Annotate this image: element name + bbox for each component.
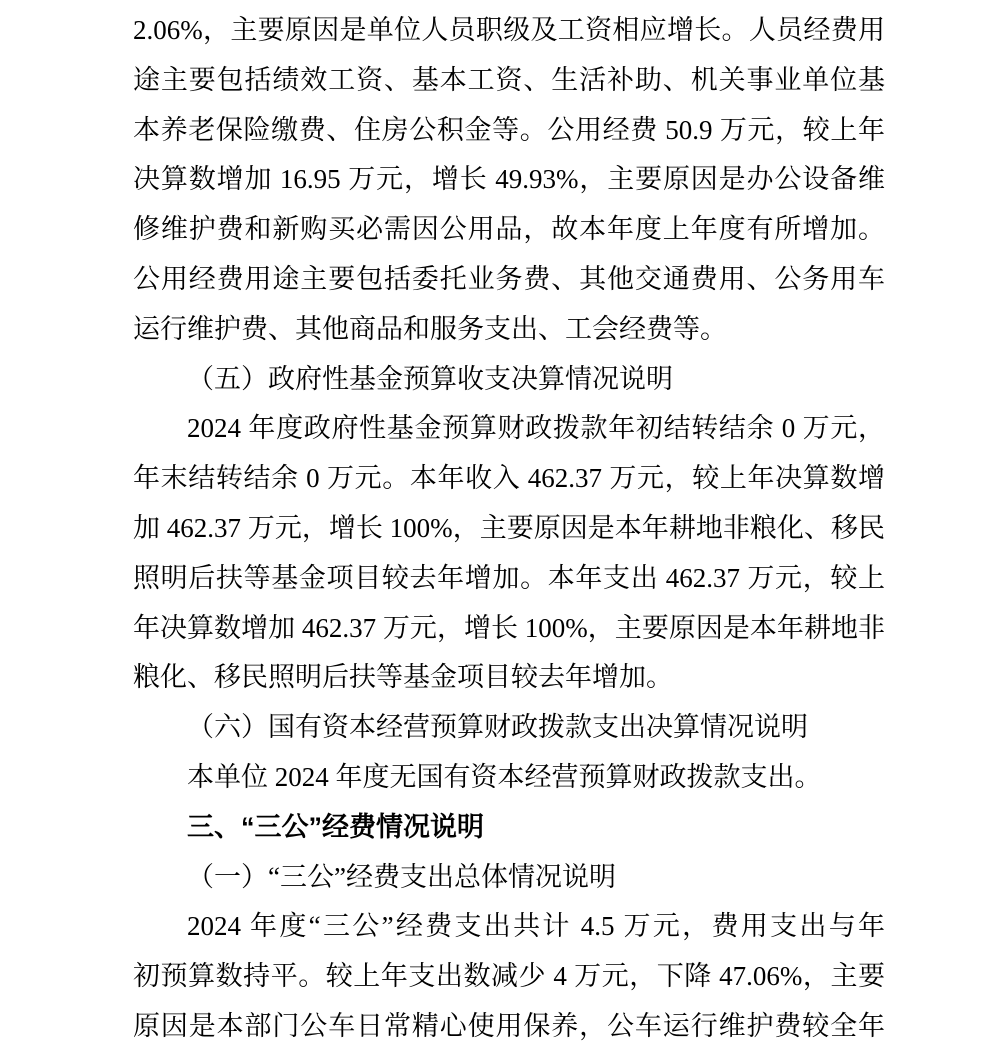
paragraph-line: 2024 年度“三公”经费支出共计 4.5 万元，费用支出与年	[187, 911, 885, 942]
paragraph-line: 途主要包括绩效工资、基本工资、生活补助、机关事业单位基	[133, 64, 885, 95]
paragraph-line: 本养老保险缴费、住房公积金等。公用经费 50.9 万元，较上年	[133, 114, 885, 145]
paragraph-line: 年末结转结余 0 万元。本年收入 462.37 万元，较上年决算数增	[133, 463, 885, 494]
paragraph-line: 2024 年度政府性基金预算财政拨款年初结转结余 0 万元，	[187, 413, 885, 444]
section-5-heading: （五）政府性基金预算收支决算情况说明	[187, 363, 673, 394]
paragraph-line: 年决算数增加 462.37 万元，增长 100%，主要原因是本年耕地非	[133, 612, 885, 643]
paragraph-line: 运行维护费、其他商品和服务支出、工会经费等。	[133, 313, 727, 344]
paragraph-line: 公用经费用途主要包括委托业务费、其他交通费用、公务用车	[133, 263, 885, 294]
paragraph-line: 决算数增加 16.95 万元，增长 49.93%，主要原因是办公设备维	[133, 164, 885, 195]
paragraph-line: 初预算数持平。较上年支出数减少 4 万元，下降 47.06%，主要	[133, 961, 885, 992]
paragraph-line: 加 462.37 万元，增长 100%，主要原因是本年耕地非粮化、移民	[133, 512, 885, 543]
paragraph-line: 本单位 2024 年度无国有资本经营预算财政拨款支出。	[187, 761, 822, 792]
section-6-heading: （六）国有资本经营预算财政拨款支出决算情况说明	[187, 712, 808, 743]
subsection-1-heading: （一）“三公”经费支出总体情况说明	[187, 861, 616, 892]
paragraph-line: 照明后扶等基金项目较去年增加。本年支出 462.37 万元，较上	[133, 562, 885, 593]
paragraph-line: 粮化、移民照明后扶等基金项目较去年增加。	[133, 662, 673, 693]
paragraph-line: 修维护费和新购买必需因公用品，故本年度上年度有所增加。	[133, 214, 885, 245]
paragraph-line: 2.06%，主要原因是单位人员职级及工资相应增长。人员经费用	[133, 15, 885, 45]
chapter-3-heading: 三、“三公”经费情况说明	[187, 811, 484, 842]
paragraph-line: 原因是本部门公车日常精心使用保养，公车运行维护费较全年	[133, 1010, 885, 1041]
